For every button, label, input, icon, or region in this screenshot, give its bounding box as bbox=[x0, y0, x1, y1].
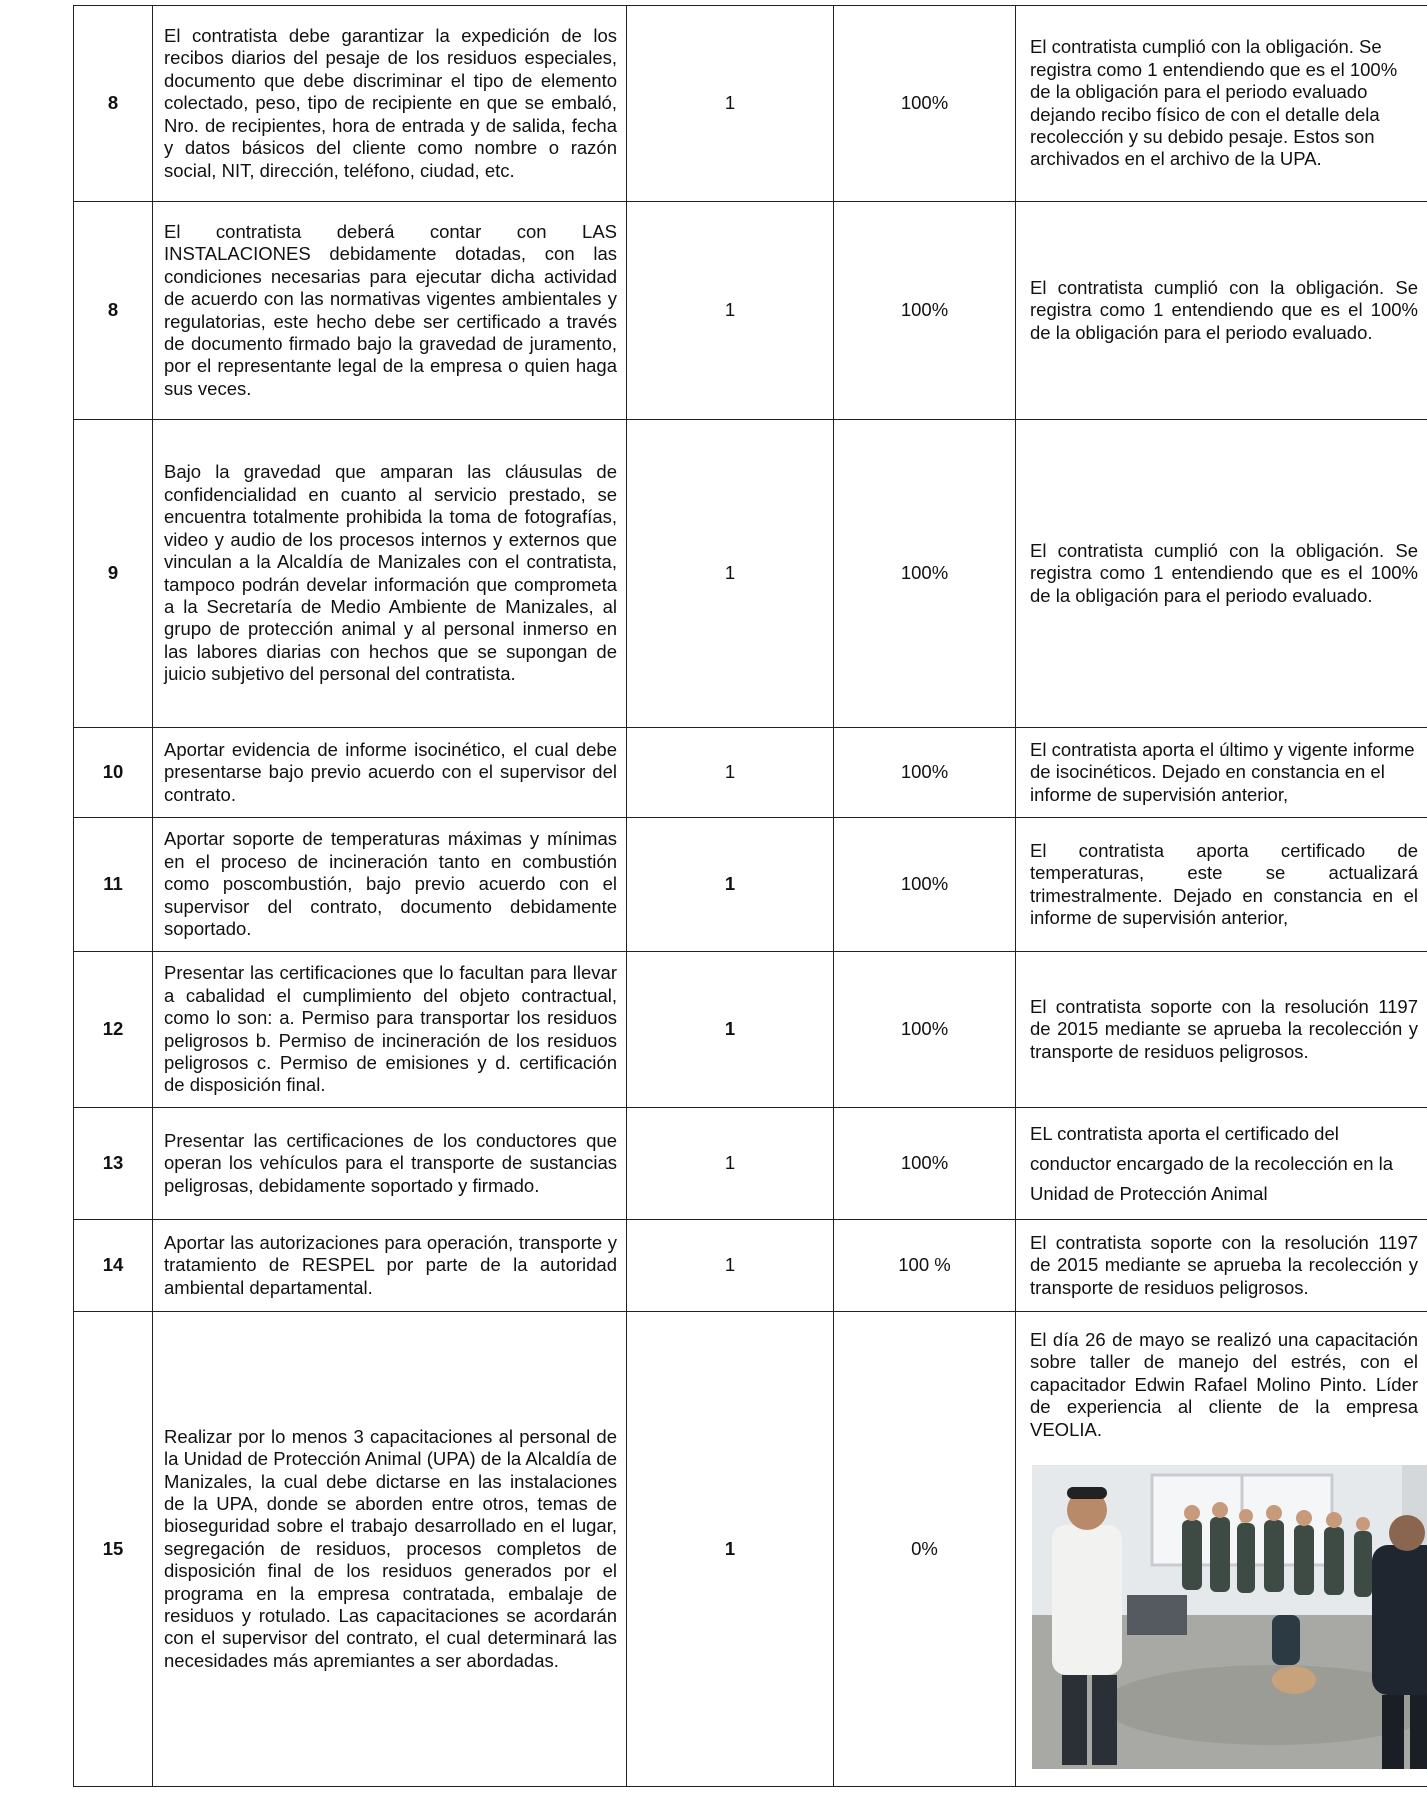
obligations-table bbox=[73, 5, 1427, 1787]
obligation-description: El contratista deberá contar con LAS INSTALACIONES debidamente dotadas, con las condiciones necesarias para ejecutar dicha actividad de acuerdo con las normativas vigentes ambientales y regulatorias, este hecho debe ser certificado a través de documento firmado bajo la gravedad de juramento, por el representante legal de la empresa o quien haga sus veces. bbox=[153, 202, 627, 420]
obligation-observation: El contratista cumplió con la obligación. Se registra como 1 entendiendo que es el 100% de la obligación para el periodo evaluado. bbox=[1016, 202, 1427, 420]
obligation-observation: El contratista cumplió con la obligación. Se registra como 1 entendiendo que es el 100% de la obligación para el periodo evaluado. bbox=[1016, 420, 1427, 728]
obligation-number: 8 bbox=[74, 6, 153, 202]
obligation-value: 1 bbox=[627, 1312, 834, 1787]
obligation-percent: 100% bbox=[834, 420, 1016, 728]
table-row bbox=[74, 6, 1427, 202]
obligation-percent: 100 % bbox=[834, 1220, 1016, 1312]
obligation-value: 1 bbox=[627, 728, 834, 818]
obligation-value: 1 bbox=[627, 202, 834, 420]
training-photo bbox=[1032, 1465, 1427, 1769]
obligation-percent: 0% bbox=[834, 1312, 1016, 1787]
table-row bbox=[74, 1108, 1427, 1220]
obligation-value: 1 bbox=[627, 818, 834, 952]
table-row bbox=[74, 202, 1427, 420]
training-photo-illustration bbox=[1032, 1465, 1427, 1769]
obligation-value: 1 bbox=[627, 952, 834, 1108]
obligation-observation: El contratista cumplió con la obligación. Se registra como 1 entendiendo que es el 100% de la obligación para el periodo evaluado dejando recibo físico de con el detalle dela recolección y su debido pesaje. Estos son archivados en el archivo de la UPA. bbox=[1016, 6, 1427, 202]
obligation-number: 10 bbox=[74, 728, 153, 818]
obligation-observation-cell bbox=[1016, 1312, 1427, 1787]
obligation-observation: El contratista aporta el último y vigente informe de isocinéticos. Dejado en constancia en el informe de supervisión anterior, bbox=[1016, 728, 1427, 818]
obligation-observation: El contratista soporte con la resolución 1197 de 2015 mediante se aprueba la recolección y transporte de residuos peligrosos. bbox=[1016, 952, 1427, 1108]
table-row bbox=[74, 952, 1427, 1108]
obligation-percent: 100% bbox=[834, 1108, 1016, 1220]
obligation-description: Aportar soporte de temperaturas máximas y mínimas en el proceso de incineración tanto en combustión como poscombustión, bajo previo acuerdo con el supervisor del contrato, documento debidamente soportado. bbox=[153, 818, 627, 952]
table-row bbox=[74, 728, 1427, 818]
obligation-percent: 100% bbox=[834, 952, 1016, 1108]
obligation-number: 8 bbox=[74, 202, 153, 420]
obligation-value: 1 bbox=[627, 420, 834, 728]
obligation-description: Realizar por lo menos 3 capacitaciones al personal de la Unidad de Protección Animal (UPA) de la Alcaldía de Manizales, la cual debe dictarse en las instalaciones de la UPA, donde se aborden entre otros, temas de bioseguridad sobre el trabajo desarrollado en el lugar, segregación de residuos, procesos completos de disposición final de los residuos generados por el programa en la empresa contratada, embalaje de residuos y rotulado. Las capacitaciones se acordarán con el supervisor del contrato, el cual determinará las necesidades más apremiantes a ser abordadas. bbox=[153, 1312, 627, 1787]
obligation-value: 1 bbox=[627, 1108, 834, 1220]
obligation-number: 12 bbox=[74, 952, 153, 1108]
obligation-number: 14 bbox=[74, 1220, 153, 1312]
table-row bbox=[74, 1312, 1427, 1787]
obligation-observation: EL contratista aporta el certificado del conductor encargado de la recolección en la Unidad de Protección Animal bbox=[1016, 1108, 1427, 1220]
obligation-description: Presentar las certificaciones que lo facultan para llevar a cabalidad el cumplimiento del objeto contractual, como lo son: a. Permiso para transportar los residuos peligrosos b. Permiso de incineración de los residuos peligrosos c. Permiso de emisiones y d. certificación de disposición final. bbox=[153, 952, 627, 1108]
obligation-percent: 100% bbox=[834, 818, 1016, 952]
obligation-number: 11 bbox=[74, 818, 153, 952]
obligation-observation: El contratista soporte con la resolución 1197 de 2015 mediante se aprueba la recolección y transporte de residuos peligrosos. bbox=[1016, 1220, 1427, 1312]
obligation-description: Bajo la gravedad que amparan las cláusulas de confidencialidad en cuanto al servicio prestado, se encuentra totalmente prohibida la toma de fotografías, video y audio de los procesos internos y externos que vinculan a la Alcaldía de Manizales con el contratista, tampoco podrán develar información que comprometa a la Secretaría de Medio Ambiente de Manizales, al grupo de protección animal y al personal inmerso en las labores diarias con hechos que se supongan de juicio subjetivo del personal del contratista. bbox=[153, 420, 627, 728]
obligation-description: Aportar evidencia de informe isocinético, el cual debe presentarse bajo previo acuerdo con el supervisor del contrato. bbox=[153, 728, 627, 818]
obligation-number: 13 bbox=[74, 1108, 153, 1220]
obligation-percent: 100% bbox=[834, 728, 1016, 818]
obligation-observation: El día 26 de mayo se realizó una capacitación sobre taller de manejo del estrés, con el capacitador Edwin Rafael Molino Pinto. Líder de experiencia al cliente de la empresa VEOLIA. bbox=[1030, 1328, 1418, 1440]
obligation-value: 1 bbox=[627, 6, 834, 202]
table-row bbox=[74, 1220, 1427, 1312]
obligation-description: Presentar las certificaciones de los conductores que operan los vehículos para el transporte de sustancias peligrosas, debidamente soportado y firmado. bbox=[153, 1108, 627, 1220]
obligation-description: Aportar las autorizaciones para operación, transporte y tratamiento de RESPEL por parte de la autoridad ambiental departamental. bbox=[153, 1220, 627, 1312]
obligation-percent: 100% bbox=[834, 202, 1016, 420]
obligation-percent: 100% bbox=[834, 6, 1016, 202]
obligation-observation: El contratista aporta certificado de temperaturas, este se actualizará trimestralmente. Dejado en constancia en el informe de supervisión anterior, bbox=[1016, 818, 1427, 952]
table-row bbox=[74, 818, 1427, 952]
obligation-number: 15 bbox=[74, 1312, 153, 1787]
table-row bbox=[74, 420, 1427, 728]
obligation-value: 1 bbox=[627, 1220, 834, 1312]
obligation-description: El contratista debe garantizar la expedición de los recibos diarios del pesaje de los residuos especiales, documento que debe discriminar el tipo de elemento colectado, peso, tipo de recipiente en que se embaló, Nro. de recipientes, hora de entrada y de salida, fecha y datos básicos del cliente como nombre o razón social, NIT, dirección, teléfono, ciudad, etc. bbox=[153, 6, 627, 202]
obligation-number: 9 bbox=[74, 420, 153, 728]
